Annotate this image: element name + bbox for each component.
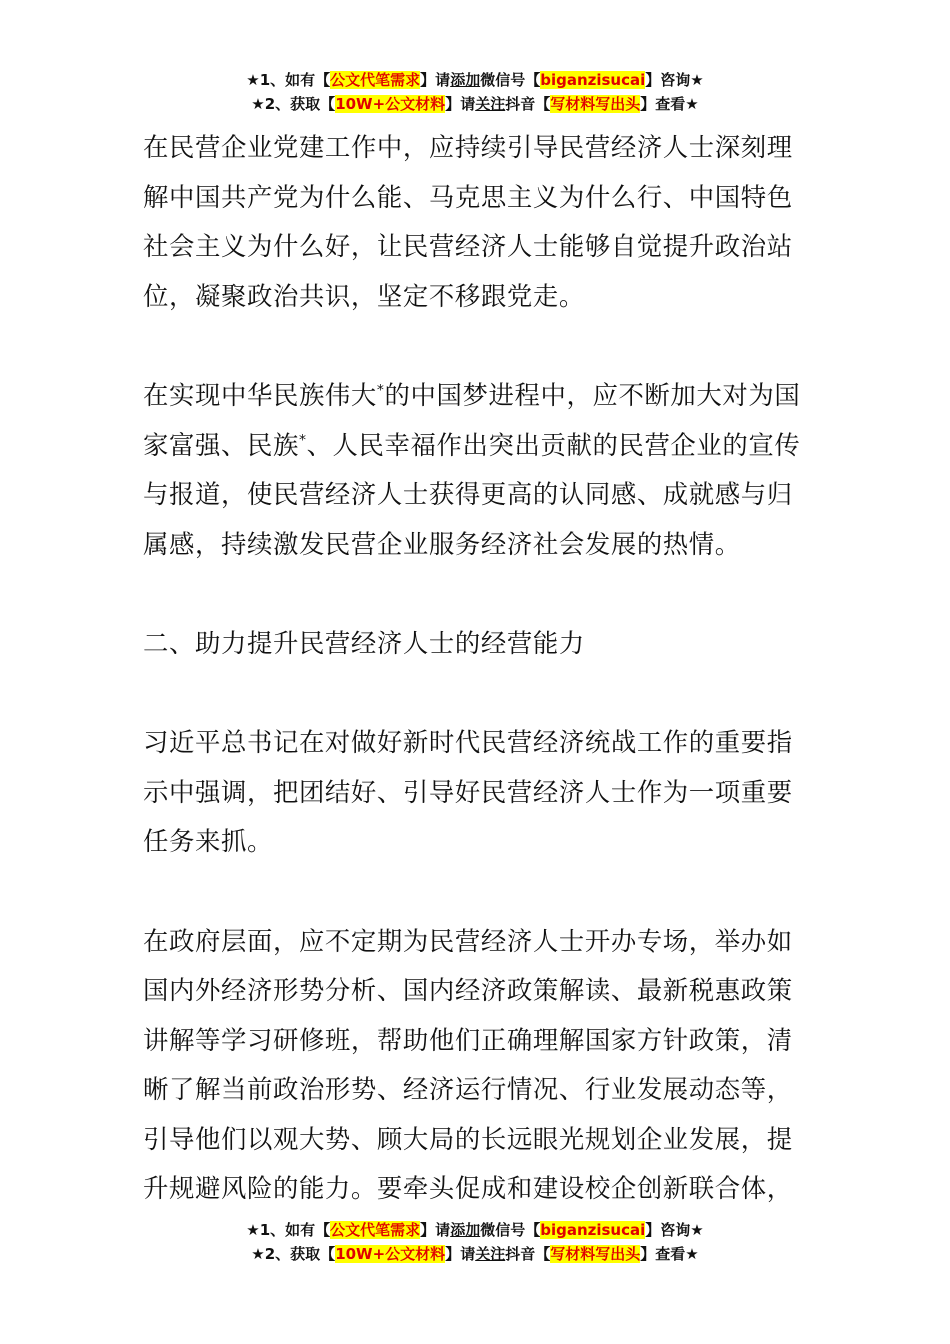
banner-text: 】查看★ (640, 1245, 699, 1263)
text-segment: 在实现中华民族伟大 (143, 379, 377, 410)
paragraph-xi-instruction (143, 718, 808, 867)
banner-text: ★1、如有【 (246, 71, 331, 89)
text-segment: 、人民幸福作出突出贡献的民营企业的宣传 (306, 429, 801, 460)
asterisk-mark: * (298, 432, 307, 449)
banner-text: ★2、获取【 (251, 1245, 336, 1263)
banner-text: 微信号【 (480, 71, 541, 89)
banner-underlined: 关注 (475, 95, 506, 113)
text-line (143, 421, 808, 471)
paragraph-government-level (143, 917, 808, 1215)
banner-highlight: 10W+公文材料 (335, 95, 446, 113)
banner-text: 】请 (420, 71, 451, 89)
text-line: 国内外经济形势分析、国内经济政策解读、最新税惠政策 (143, 975, 793, 1006)
bottom-banner (0, 1218, 950, 1266)
banner-line-2 (0, 1242, 950, 1266)
banner-highlight-douyin: 写材料写出头 (550, 95, 641, 113)
banner-line-1 (0, 68, 950, 92)
banner-underlined: 添加 (450, 71, 481, 89)
heading-text: 二、助力提升民营经济人士的经营能力 (143, 627, 585, 658)
banner-text: 】请 (420, 1221, 451, 1239)
section-heading (143, 619, 808, 669)
top-banner (0, 68, 950, 116)
text-line: 示中强调，把团结好、引导好民营经济人士作为一项重要 (143, 776, 793, 807)
text-segment: 的中国梦进程中，应不断加大对为国 (384, 379, 801, 410)
text-line: 在民营企业党建工作中，应持续引导民营经济人士深刻理 (143, 132, 793, 162)
text-line: 任务来抓。 (143, 826, 273, 857)
banner-text: 】咨询★ (645, 71, 704, 89)
text-line: 与报道，使民营经济人士获得更高的认同感、成就感与归 (143, 479, 793, 510)
banner-text: 】查看★ (640, 95, 699, 113)
text-line: 位，凝聚政治共识，坚定不移跟党走。 (143, 280, 585, 311)
banner-highlight-wechat-id: biganzisucai (540, 1221, 646, 1239)
banner-text: ★2、获取【 (251, 95, 336, 113)
banner-text: 抖音【 (505, 95, 551, 113)
text-line: 讲解等学习研修班，帮助他们正确理解国家方针政策，清 (143, 1024, 793, 1055)
banner-highlight-douyin: 写材料写出头 (550, 1245, 641, 1263)
banner-highlight: 公文代笔需求 (330, 71, 421, 89)
banner-text: 】请 (445, 95, 476, 113)
banner-text: ★1、如有【 (246, 1221, 331, 1239)
paragraph-chinese-dream (143, 371, 808, 569)
banner-text: 抖音【 (505, 1245, 551, 1263)
banner-highlight: 10W+公文材料 (335, 1245, 446, 1263)
banner-text: 】咨询★ (645, 1221, 704, 1239)
text-segment: 家富强、民族 (143, 429, 299, 460)
banner-highlight-wechat-id: biganzisucai (540, 71, 646, 89)
banner-line-2 (0, 92, 950, 116)
text-line (143, 371, 808, 421)
text-line: 属感，持续激发民营企业服务经济社会发展的热情。 (143, 528, 741, 559)
banner-underlined: 添加 (450, 1221, 481, 1239)
text-line: 习近平总书记在对做好新时代民营经济统战工作的重要指 (143, 727, 793, 758)
banner-line-1 (0, 1218, 950, 1242)
banner-text: 微信号【 (480, 1221, 541, 1239)
document-body (143, 123, 808, 1264)
paragraph-party-building (143, 123, 808, 321)
banner-highlight: 公文代笔需求 (330, 1221, 421, 1239)
text-line: 引导他们以观大势、顾大局的长远眼光规划企业发展，提 (143, 1123, 793, 1154)
asterisk-mark: * (376, 382, 385, 399)
text-line: 解中国共产党为什么能、马克思主义为什么行、中国特色 (143, 181, 793, 212)
text-line: 升规避风险的能力。要牵头促成和建设校企创新联合体， (143, 1173, 793, 1204)
banner-underlined: 关注 (475, 1245, 506, 1263)
text-line: 社会主义为什么好，让民营经济人士能够自觉提升政治站 (143, 231, 793, 262)
text-line: 晰了解当前政治形势、经济运行情况、行业发展动态等， (143, 1074, 793, 1105)
text-line: 在政府层面，应不定期为民营经济人士开办专场，举办如 (143, 925, 793, 956)
banner-text: 】请 (445, 1245, 476, 1263)
